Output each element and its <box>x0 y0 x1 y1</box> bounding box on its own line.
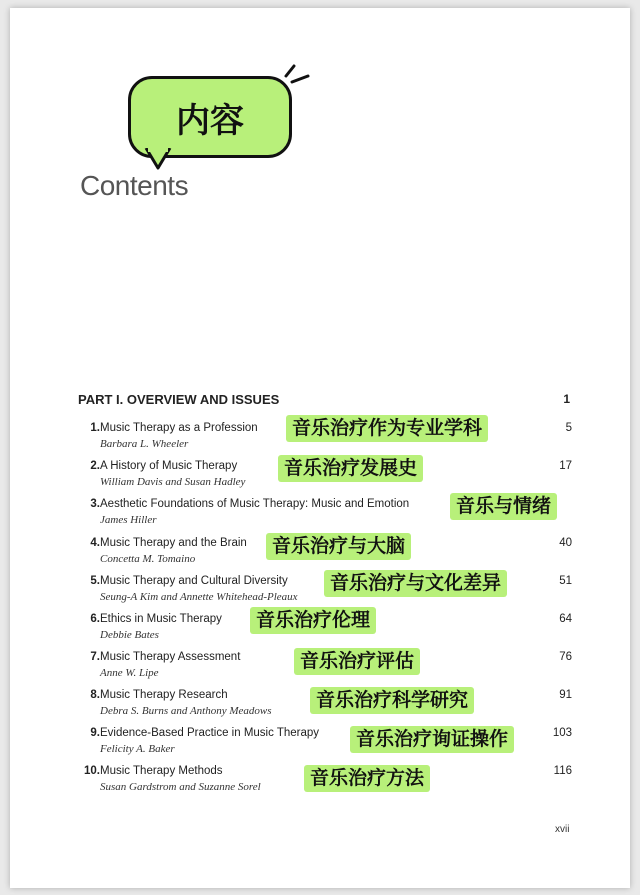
toc-entry <box>78 572 572 611</box>
chapter-author: Felicity A. Baker <box>100 743 175 755</box>
part-title: PART I. OVERVIEW AND ISSUES <box>78 392 280 407</box>
toc-entry <box>78 417 572 458</box>
chapter-author: Barbara L. Wheeler <box>100 438 189 450</box>
toc-entry <box>78 651 572 687</box>
toc-entry <box>78 457 572 496</box>
chapter-author: Seung-A Kim and Annette Whitehead-Pleaux <box>100 591 298 603</box>
chapter-title: Music Therapy and Cultural Diversity <box>100 575 288 587</box>
toc-entry <box>78 727 572 763</box>
toc-entry <box>78 495 572 534</box>
book-page <box>10 8 630 888</box>
chapter-title: Aesthetic Foundations of Music Therapy: Music and Emotion <box>100 498 410 510</box>
chapter-title: Music Therapy and the Brain <box>100 537 247 549</box>
chapter-page: 51 <box>559 575 572 587</box>
chapter-author: Anne W. Lipe <box>100 667 159 679</box>
bubble-label: 内容 <box>128 76 292 158</box>
chinese-annotation: 音乐治疗与文化差异 <box>324 570 507 597</box>
chapter-title: Music Therapy as a Profession <box>100 422 258 434</box>
chapter-number: 1. <box>90 422 100 434</box>
chinese-annotation: 音乐治疗伦理 <box>250 607 376 634</box>
chapter-title: A History of Music Therapy <box>100 460 238 472</box>
chinese-annotation: 音乐治疗科学研究 <box>310 687 474 714</box>
speech-bubble <box>120 66 320 176</box>
chapter-page: 103 <box>552 727 572 739</box>
toc-entry <box>78 765 572 801</box>
chapter-number: 7. <box>90 651 100 663</box>
bubble-tail-icon <box>144 148 184 170</box>
chapter-number: 2. <box>90 460 100 472</box>
chapter-number: 3. <box>90 498 100 510</box>
chapter-author: William Davis and Susan Hadley <box>100 476 246 488</box>
chapter-author: Susan Gardstrom and Suzanne Sorel <box>100 781 261 793</box>
chapter-number: 5. <box>90 575 100 587</box>
chapter-author: Debra S. Burns and Anthony Meadows <box>100 705 272 717</box>
chapter-page: 40 <box>559 537 572 549</box>
chapter-page: 76 <box>559 651 572 663</box>
toc-entry <box>78 609 572 649</box>
chinese-annotation: 音乐与情绪 <box>450 493 557 520</box>
chapter-number: 9. <box>90 727 100 739</box>
chapter-page: 64 <box>559 613 572 625</box>
chapter-number: 8. <box>90 689 100 701</box>
chapter-page: 116 <box>553 765 572 777</box>
chapter-author: James Hiller <box>100 514 157 526</box>
chapter-number: 10. <box>84 765 100 777</box>
chinese-annotation: 音乐治疗评估 <box>294 648 420 675</box>
chapter-page: 91 <box>559 689 572 701</box>
toc-entry <box>78 537 572 573</box>
chapter-title: Music Therapy Methods <box>100 765 223 777</box>
chapter-title: Music Therapy Assessment <box>100 651 241 663</box>
chapter-title: Music Therapy Research <box>100 689 228 701</box>
chinese-annotation: 音乐治疗方法 <box>304 765 430 792</box>
chinese-annotation: 音乐治疗作为专业学科 <box>286 415 488 442</box>
part-heading <box>78 392 570 412</box>
contents-heading: Contents <box>80 170 189 201</box>
chapter-page: 5 <box>565 422 572 434</box>
chinese-annotation: 音乐治疗与大脑 <box>266 533 411 560</box>
chapter-number: 4. <box>90 537 100 549</box>
chapter-author: Debbie Bates <box>100 629 159 641</box>
page-folio: xvii <box>555 824 570 835</box>
toc-entry <box>78 689 572 725</box>
chapter-author: Concetta M. Tomaino <box>100 553 196 565</box>
chapter-number: 6. <box>90 613 100 625</box>
chinese-annotation: 音乐治疗发展史 <box>278 455 423 482</box>
chapter-title: Ethics in Music Therapy <box>100 613 222 625</box>
part-page-number: 1 <box>563 392 570 406</box>
chapter-page: 17 <box>559 460 572 472</box>
chapter-title: Evidence-Based Practice in Music Therapy <box>100 727 320 739</box>
sparkle-lines-icon <box>282 62 318 92</box>
chinese-annotation: 音乐治疗询证操作 <box>350 726 514 753</box>
